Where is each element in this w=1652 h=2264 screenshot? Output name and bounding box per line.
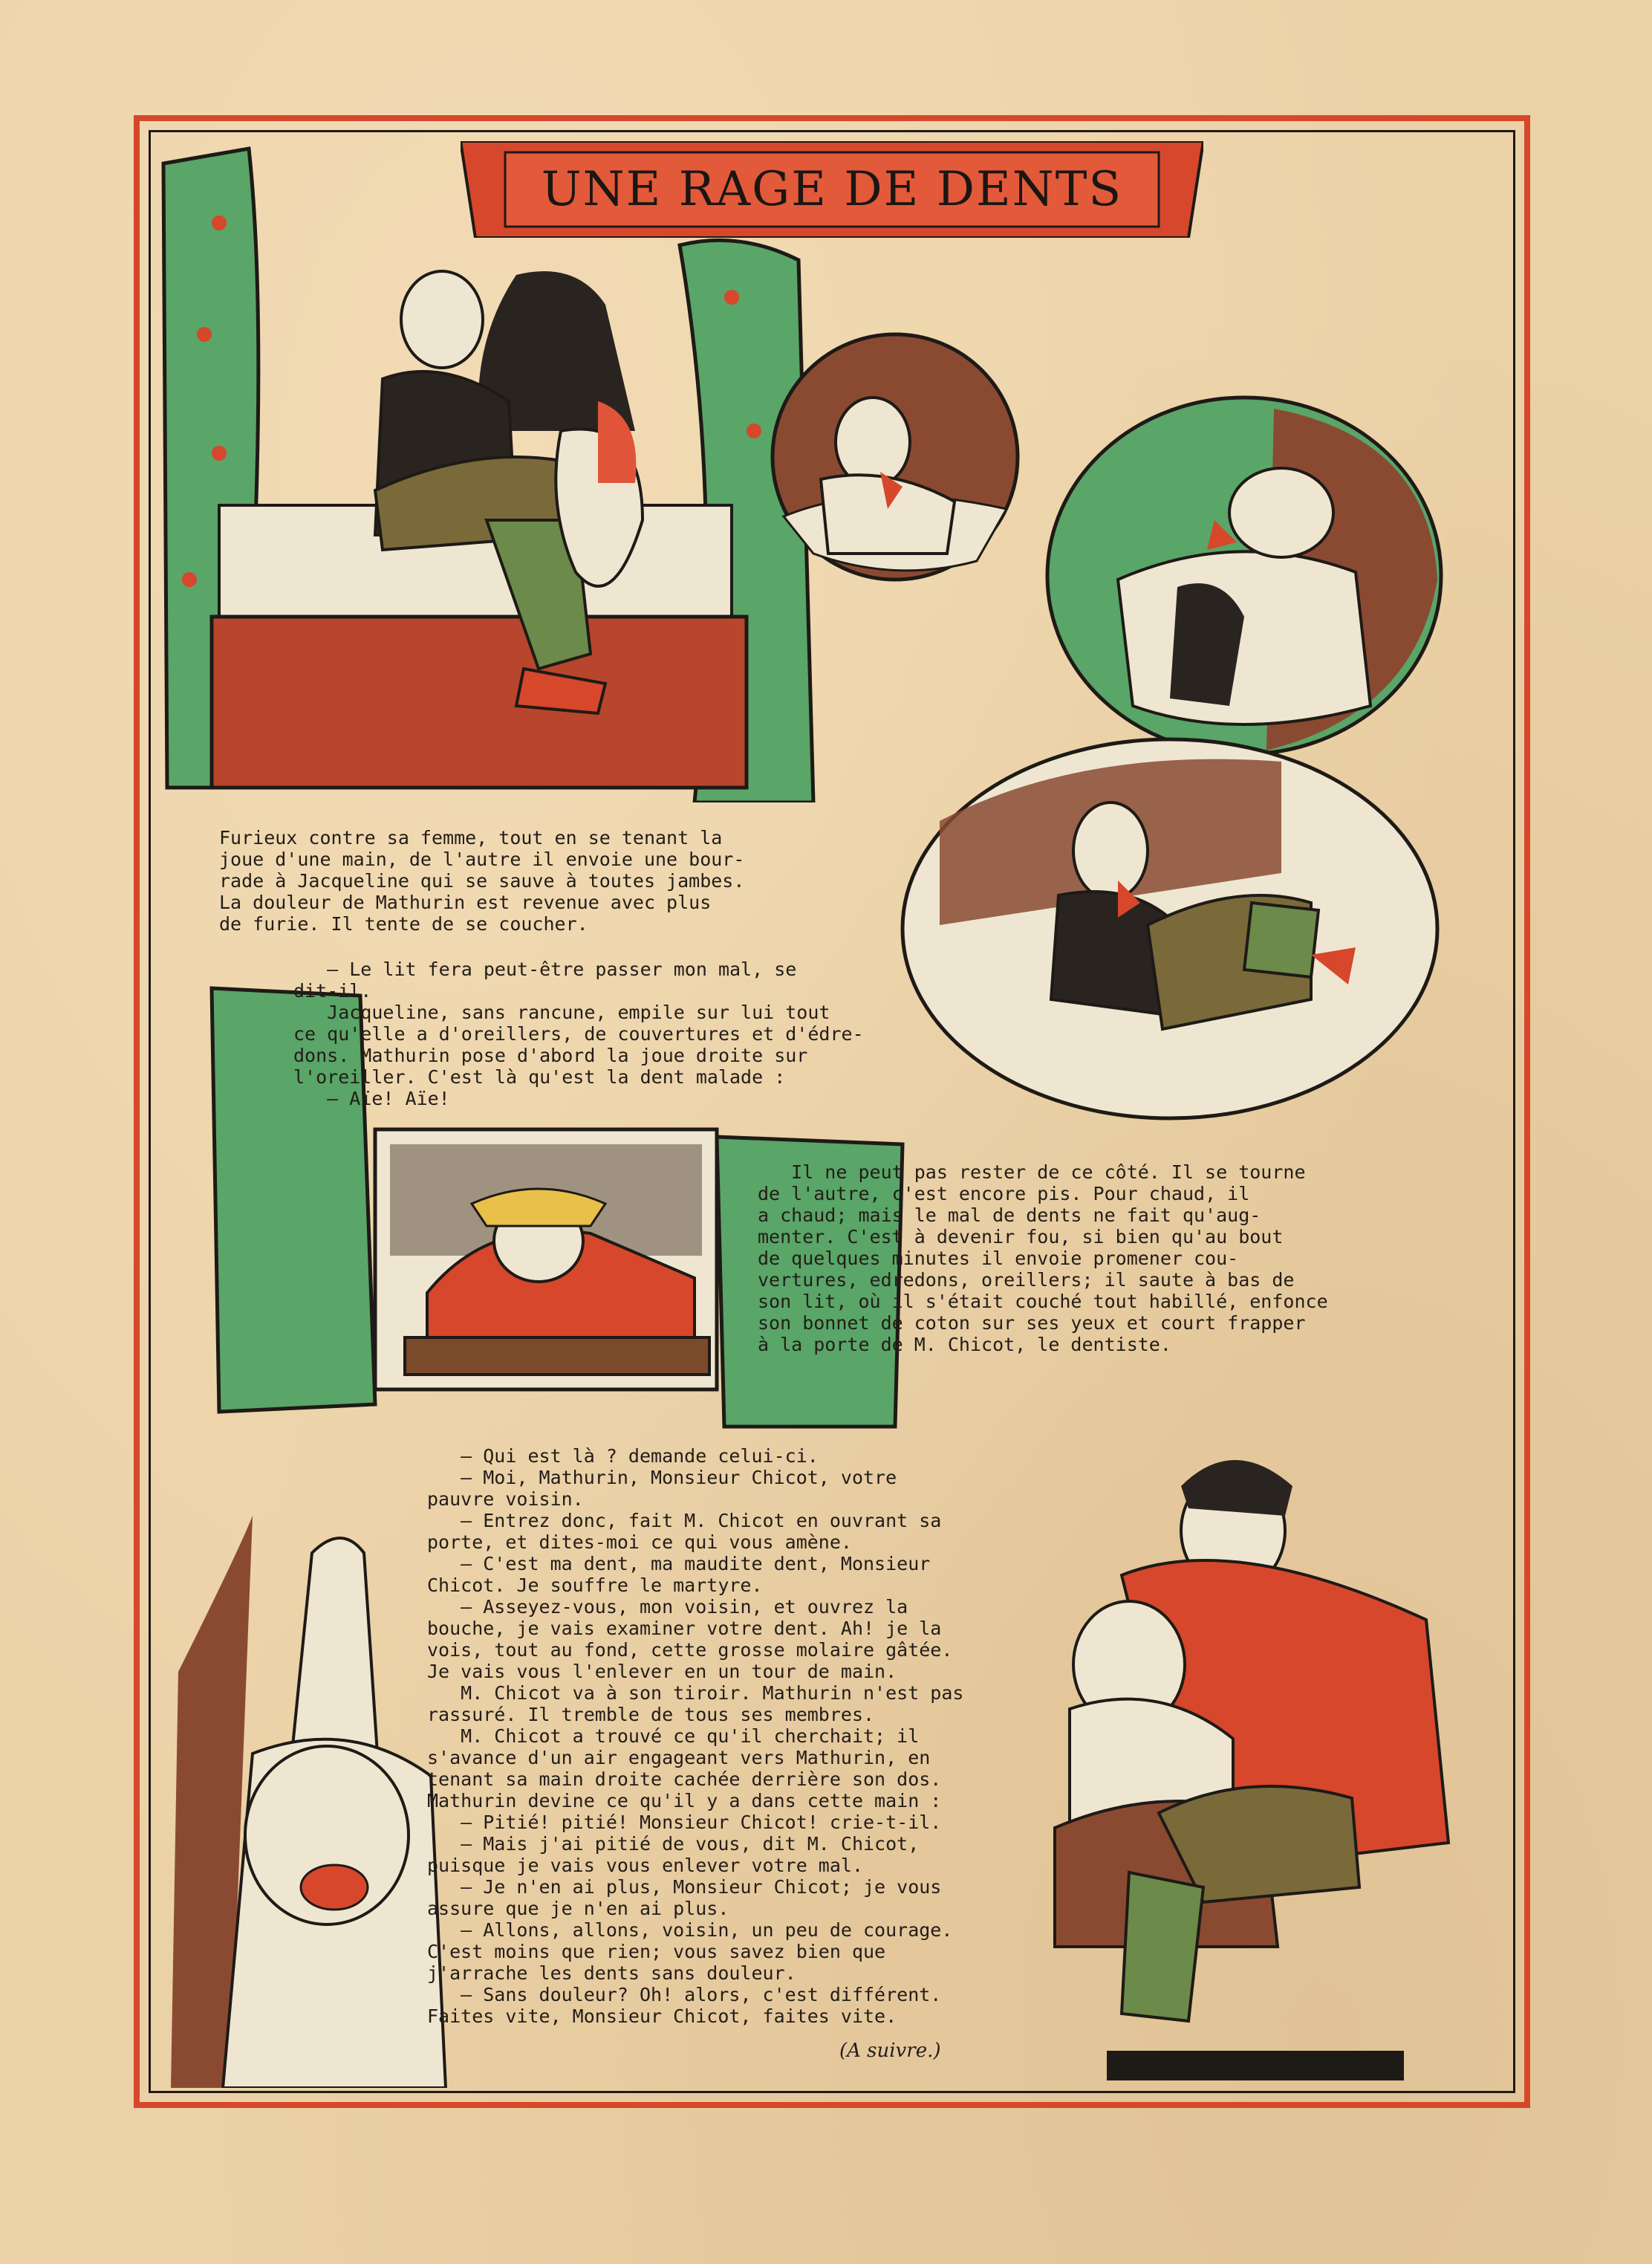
paragraph-dentist-text: — Qui est là ? demande celui-ci. — Moi, Mathurin, Monsieur Chicot, votre pauvre voisin. — Entrez donc, fait M. Chicot en ouvrant sa porte, et dites-moi ce qui vous amène. — C'est ma dent, ma maudite dent, Monsieur Chicot. Je souffre le martyre. — Asseyez-vous, mon voisin, et ouvrez la bouche, je vais examiner votre dent. Ah! je la vois, tout au fond, cette grosse molaire gâtée. Je vais vous l'enlever en un tour de main. M. Chicot va à son tiroir. Mathurin n'est pas rassuré. Il tremble de tous ses membres. M. Chicot a trouvé ce qu'il cherchait; il s'avance d'un air engageant vers Mathurin, en tenant sa main droite cachée derrière son dos. Mathurin devine ce qu'il y a dans cette main : — Pitié! pitié! Monsieur Chicot! crie-t-il. — Mais j'ai pitié de vous, dit M. Chicot, puisque je vais vous enlever votre mal. — Je n'en ai plus, Monsieur Chicot; je vous assure que je n'en ai plus. — Allons, allons, voisin, un peu de courage. C'est moins que rien; vous savez bien que j'arrache les dents sans douleur. — Sans douleur? Oh! alors, c'est différent. Faites vite, Monsieur Chicot, faites vite.	[427, 1445, 964, 2027]
paragraph-turning	[758, 1161, 1344, 1362]
paragraph-intro	[219, 827, 791, 946]
paragraph-intro-text: Furieux contre sa femme, tout en se tenant la joue d'une main, de l'autre il envoie une bour- rade à Jacqueline qui se sauve à toutes jambes. La douleur de Mathurin est revenue avec plus de furie. Il tente de se coucher.	[219, 827, 745, 935]
to-be-continued: (A suivre.)	[839, 2040, 941, 2062]
paragraph-dentist	[427, 1445, 1014, 2040]
page-title: UNE RAGE DE DENTS	[541, 162, 1123, 217]
illustration-praying-figure	[163, 1508, 461, 2088]
paragraph-bed	[293, 959, 873, 1122]
illustration-circle-pillow-2	[1044, 394, 1445, 758]
illustration-dentist-scene	[1010, 1427, 1456, 2092]
paragraph-turning-text: Il ne peut pas rester de ce côté. Il se tourne de l'autre, c'est encore pis. Pour chaud, il a chaud; mais le mal de dents ne fait qu'aug- menter. C'est à devenir fou, si bien qu'au bout de quelques minutes il envoie promener cou- vertures, edredons, oreillers; il saute à bas de son lit, où il s'était couché tout habillé, enfonce son bonnet de coton sur ses yeux et court frapper à la porte de M. Chicot, le dentiste.	[758, 1161, 1328, 1355]
paragraph-bed-text: — Le lit fera peut-être passer mon mal, se dit-il. Jacqueline, sans rancune, empile sur lui tout ce qu'elle a d'oreillers, de couvertures et d'édre- dons. Mathurin pose d'abord la joue droite sur l'oreiller. C'est là qu'est la dent malade : — Aïe! Aïe!	[293, 959, 864, 1109]
illustration-circle-getting-up	[895, 732, 1448, 1126]
illustration-circle-pillow-1	[769, 331, 1021, 583]
